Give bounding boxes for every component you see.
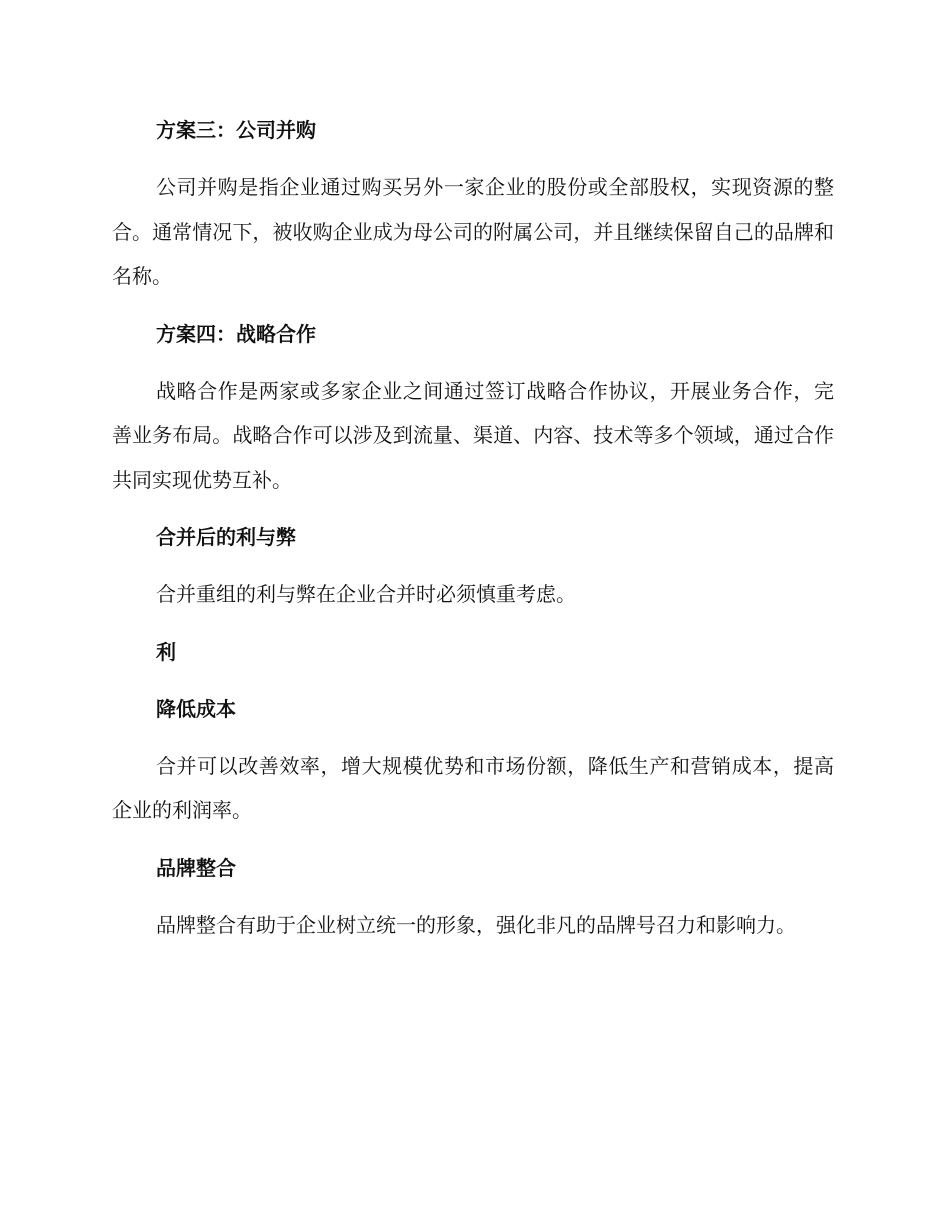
section-paragraph-brand-integration: 品牌整合有助于企业树立统一的形象，强化非凡的品牌号召力和影响力。: [156, 912, 796, 937]
section-paragraph-reduce-cost: 合并可以改善效率，增大规模优势和市场份额，降低生产和营销成本，提高企业的利润率。: [112, 753, 834, 822]
section-heading-pros-cons: 合并后的利与弊: [156, 525, 296, 549]
section-heading-pros: 利: [156, 639, 176, 664]
section-heading-reduce-cost: 降低成本: [156, 696, 236, 721]
section-heading-plan-four: 方案四：战略合作: [156, 321, 316, 346]
document-body: [112, 108, 834, 947]
section-paragraph-plan-four: 战略合作是两家或多家企业之间通过签订战略合作协议，开展业务合作，完善业务布局。战略合作可以涉及到流量、渠道、内容、技术等多个领域，通过合作共同实现优势互补。: [112, 378, 834, 492]
section-paragraph-pros-cons: 合并重组的利与弊在企业合并时必须慎重考虑。: [156, 582, 576, 606]
section-heading-brand-integration: 品牌整合: [156, 855, 236, 880]
section-paragraph-plan-three: 公司并购是指企业通过购买另外一家企业的股份或全部股权，实现资源的整合。通常情况下，被收购企业成为母公司的附属公司，并且继续保留自己的品牌和名称。: [112, 175, 834, 288]
section-heading-plan-three: 方案三：公司并购: [156, 118, 316, 142]
